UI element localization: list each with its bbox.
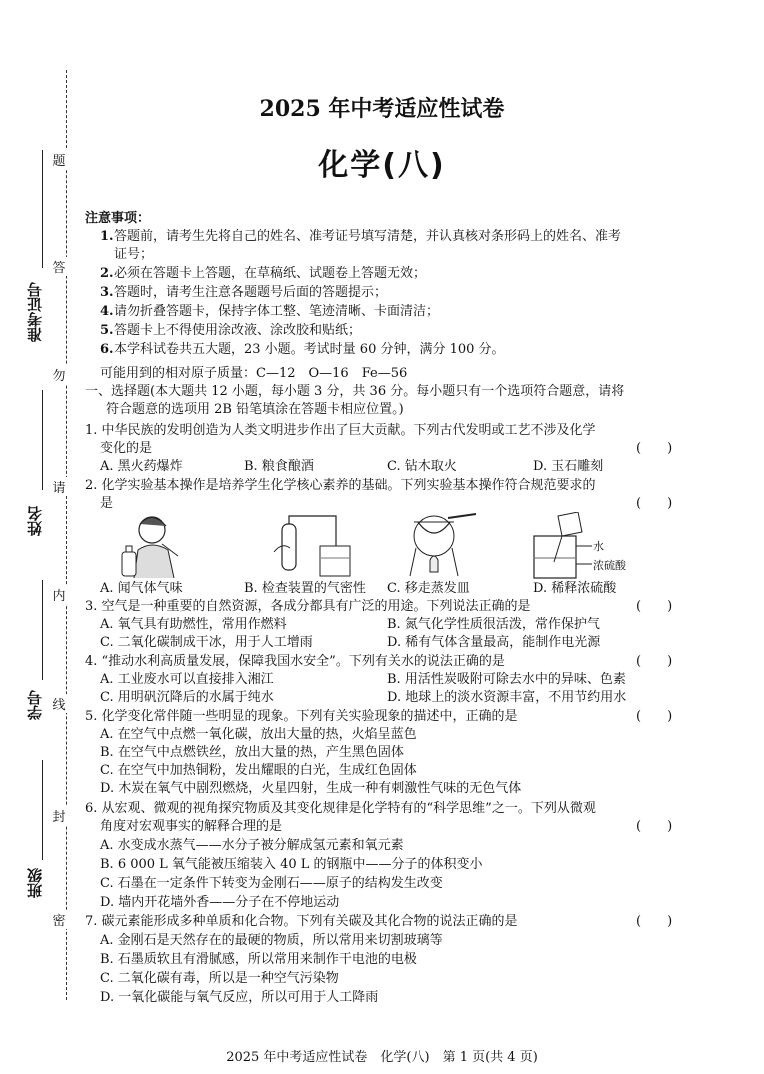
note-num: 2. bbox=[100, 266, 114, 281]
question-stem: 角度对宏观事实的解释合理的是 bbox=[100, 819, 283, 834]
option-c[interactable]: C. 二氧化碳有毒，所以是一种空气污染物 bbox=[100, 971, 339, 986]
option-d[interactable]: D. 玉石雕刻 bbox=[533, 459, 604, 474]
option-d[interactable]: D. 地球上的淡水资源丰富，不用节约用水 bbox=[387, 690, 627, 705]
seal-char: 勿 bbox=[51, 365, 67, 384]
note-num: 3. bbox=[100, 285, 114, 300]
seal-char: 题 bbox=[51, 150, 67, 169]
question-stem: 3. 空气是一种重要的自然资源，各成分都具有广泛的用途。下列说法正确的是 bbox=[85, 599, 531, 614]
field-underline[interactable] bbox=[42, 580, 43, 680]
option-a[interactable]: A. 金刚石是天然存在的最硬的物质，所以常用来切割玻璃等 bbox=[100, 933, 443, 948]
class-label: 班级 bbox=[26, 868, 44, 898]
option-a[interactable]: A. 氧气具有助燃性，常用作燃料 bbox=[100, 617, 287, 632]
water-label: 水 bbox=[593, 540, 604, 553]
exam-number-label: 准考证号 bbox=[26, 282, 44, 342]
option-a[interactable]: A. 闻气体气味 bbox=[100, 581, 183, 596]
atomic-mass-line: 可能用到的相对原子质量：C—12 O—16 Fe—56 bbox=[100, 366, 408, 381]
option-c[interactable]: C. 用明矾沉降后的水属于纯水 bbox=[100, 690, 274, 705]
option-a[interactable]: A. 工业废水可以直接排入湘江 bbox=[100, 672, 274, 687]
note-text: 答题时，请考生注意各题题号后面的答题提示； bbox=[114, 285, 388, 300]
smelling-gas-figure bbox=[118, 512, 198, 580]
seal-char: 封 bbox=[51, 806, 67, 825]
option-b[interactable]: B. 检查装置的气密性 bbox=[244, 581, 366, 596]
seal-char: 线 bbox=[51, 694, 67, 713]
exam-title: 2025 年中考适应性试卷 bbox=[259, 96, 505, 122]
option-d[interactable]: D. 木炭在氧气中剧烈燃烧，火星四射，生成一种有刺激性气味的无色气体 bbox=[100, 781, 522, 796]
section-heading-cont: 符合题意的选项用 2B 铅笔填涂在答题卡相应位置。) bbox=[106, 402, 404, 417]
acid-label: 浓硫酸 bbox=[593, 559, 626, 572]
question-stem: 1. 中华民族的发明创造为人类文明进步作出了巨大贡献。下列古代发明或工艺不涉及化学 bbox=[85, 423, 596, 438]
answer-paren[interactable]: ( ) bbox=[636, 496, 673, 511]
answer-paren[interactable]: ( ) bbox=[636, 819, 673, 834]
field-underline[interactable] bbox=[42, 760, 43, 860]
binding-dashed-line bbox=[66, 70, 67, 1000]
evaporating-dish-figure bbox=[400, 512, 490, 582]
option-c[interactable]: C. 钻木取火 bbox=[387, 459, 457, 474]
note-text: 答题卡上不得使用涂改液、涂改胶和贴纸； bbox=[114, 323, 362, 338]
question-stem: 2. 化学实验基本操作是培养学生化学核心素养的基础。下列实验基本操作符合规范要求的 bbox=[85, 478, 596, 493]
option-b[interactable]: B. 6 000 L 氧气能被压缩装入 40 L 的钢瓶中——分子的体积变小 bbox=[100, 857, 483, 872]
note-text: 请勿折叠答题卡，保持字体工整、笔迹清晰、卡面清洁； bbox=[114, 304, 440, 319]
page-footer: 2025 年中考适应性试卷 化学(八) 第 1 页(共 4 页) bbox=[226, 1050, 538, 1065]
note-text-cont: 证号； bbox=[114, 247, 154, 262]
seal-char: 请 bbox=[51, 477, 67, 496]
note-text: 本学科试卷共五大题，23 小题。考试时量 60 分钟，满分 100 分。 bbox=[114, 342, 505, 357]
answer-paren[interactable]: ( ) bbox=[636, 654, 673, 669]
option-b[interactable]: B. 用活性炭吸附可除去水中的异味、色素 bbox=[387, 672, 626, 687]
option-d[interactable]: D. 墙内开花墙外香——分子在不停地运动 bbox=[100, 895, 340, 910]
option-d[interactable]: D. 一氧化碳能与氧气反应，所以可用于人工降雨 bbox=[100, 990, 379, 1005]
option-d[interactable]: D. 稀有气体含量最高，能制作电光源 bbox=[387, 635, 601, 650]
option-b[interactable]: B. 在空气中点燃铁丝，放出大量的热，产生黑色固体 bbox=[100, 745, 404, 760]
answer-paren[interactable]: ( ) bbox=[636, 914, 673, 929]
note-num: 6. bbox=[100, 342, 114, 357]
seal-char: 答 bbox=[51, 257, 67, 276]
option-c[interactable]: C. 移走蒸发皿 bbox=[387, 581, 470, 596]
option-c[interactable]: C. 石墨在一定条件下转变为金刚石——原子的结构发生改变 bbox=[100, 876, 443, 891]
option-b[interactable]: B. 氮气化学性质很活泼，常作保护气 bbox=[387, 617, 600, 632]
note-text: 答题前，请考生先将自己的姓名、准考证号填写清楚，并认真核对条形码上的姓名、准考 bbox=[114, 229, 622, 244]
notes-heading: 注意事项： bbox=[85, 211, 151, 226]
option-a[interactable]: A. 黑火药爆炸 bbox=[100, 459, 183, 474]
option-c[interactable]: C. 在空气中加热铜粉，发出耀眼的白光，生成红色固体 bbox=[100, 763, 417, 778]
question-stem: 是 bbox=[100, 496, 114, 511]
note-num: 4. bbox=[100, 304, 114, 319]
name-label: 姓名 bbox=[26, 506, 44, 536]
student-number-label: 学号 bbox=[26, 690, 44, 720]
seal-char: 密 bbox=[51, 910, 67, 929]
question-stem: 7. 碳元素能形成多种单质和化合物。下列有关碳及其化合物的说法正确的是 bbox=[85, 914, 518, 929]
field-underline[interactable] bbox=[42, 390, 43, 490]
option-d[interactable]: D. 稀释浓硫酸 bbox=[533, 581, 617, 596]
note-text: 必须在答题卡上答题，在草稿纸、试题卷上答题无效； bbox=[114, 266, 427, 281]
seal-char: 内 bbox=[51, 585, 67, 604]
question-stem: 5. 化学变化常伴随一些明显的现象。下列有关实验现象的描述中，正确的是 bbox=[85, 709, 518, 724]
option-b[interactable]: B. 石墨质软且有滑腻感，所以常用来制作干电池的电极 bbox=[100, 952, 417, 967]
option-b[interactable]: B. 粮食酿酒 bbox=[244, 459, 314, 474]
answer-paren[interactable]: ( ) bbox=[636, 599, 673, 614]
question-stem: 变化的是 bbox=[100, 441, 153, 456]
subject-title: 化学(八) bbox=[318, 148, 446, 183]
answer-paren[interactable]: ( ) bbox=[636, 441, 673, 456]
question-stem: 6. 从宏观、微观的视角探究物质及其变化规律是化学特有的“科学思维”之一。下列从微观 bbox=[85, 801, 596, 816]
option-a[interactable]: A. 水变成水蒸气——水分子被分解成氢元素和氧元素 bbox=[100, 838, 404, 853]
dilute-acid-figure bbox=[532, 512, 642, 584]
airtightness-figure bbox=[268, 512, 358, 582]
note-num: 1. bbox=[100, 229, 114, 244]
option-c[interactable]: C. 二氧化碳制成干冰，用于人工增雨 bbox=[100, 635, 313, 650]
question-stem: 4. “推动水利高质量发展，保障我国水安全”。下列有关水的说法正确的是 bbox=[85, 654, 505, 669]
option-a[interactable]: A. 在空气中点燃一氧化碳，放出大量的热，火焰呈蓝色 bbox=[100, 727, 417, 742]
section-heading: 一、选择题(本大题共 12 小题，每小题 3 分，共 36 分。每小题只有一个选项符合题意，请将 bbox=[85, 384, 625, 399]
answer-paren[interactable]: ( ) bbox=[636, 709, 673, 724]
note-num: 5. bbox=[100, 323, 114, 338]
